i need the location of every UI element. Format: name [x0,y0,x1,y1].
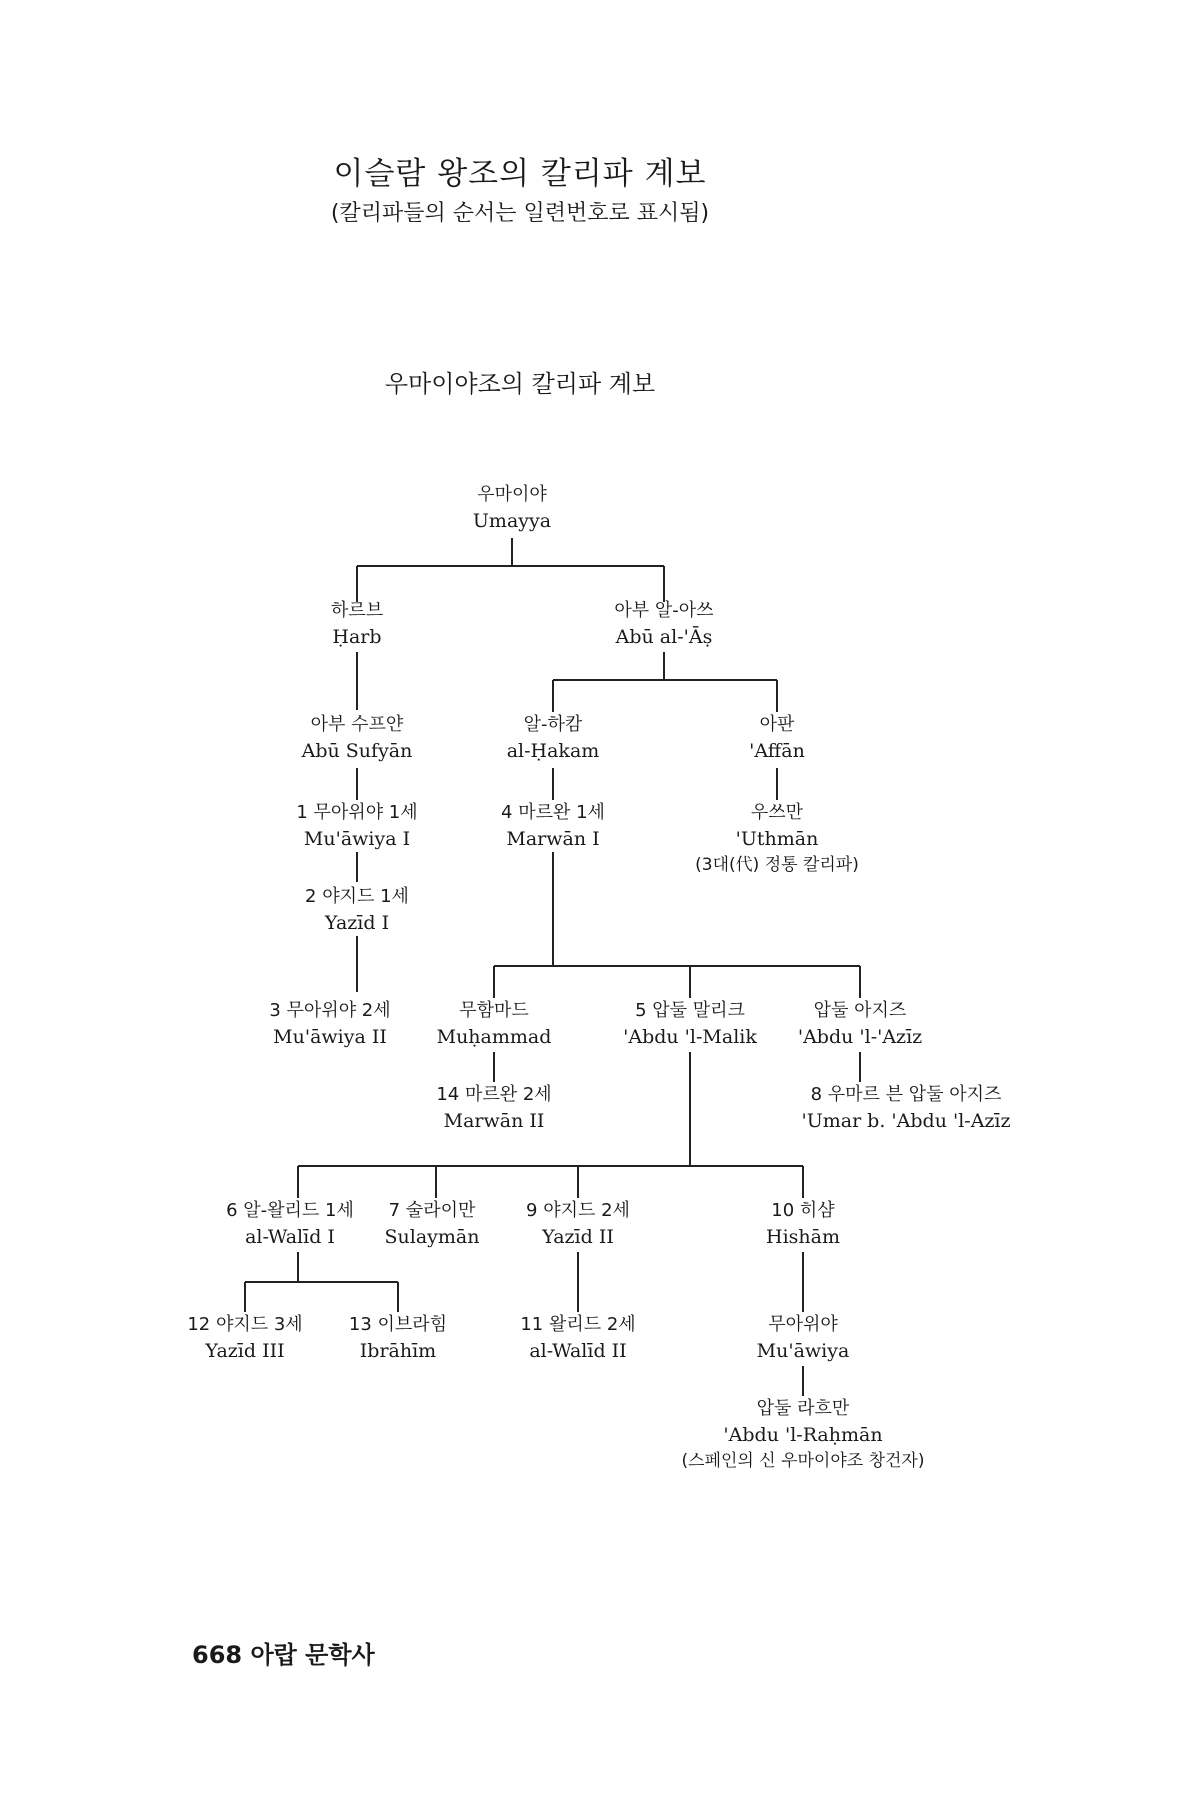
node-abu-al-as [614,598,713,650]
node-korean-name: 우마이야 [477,484,547,505]
node-korean-name: 11 왈리드 2세 [520,1314,636,1335]
node-korean-name: 12 야지드 3세 [187,1314,303,1335]
node-romanized-name: Mu'āwiya II [273,1026,387,1048]
node-romanized-name: Ḥarb [332,626,382,648]
node-abu-sufyan [302,712,413,764]
node-umayya [473,482,551,534]
node-romanized-name: 'Affān [749,740,805,762]
node-al-walid-i [226,1198,354,1250]
node-romanized-name: 'Abdu 'l-Raḥmān [723,1424,883,1446]
node-yazid-iii [187,1312,302,1364]
node-umar-ii [801,1082,1010,1134]
node-romanized-name: al-Walīd II [529,1340,627,1362]
node-romanized-name: Hishām [766,1226,840,1248]
node-harb [331,598,383,650]
node-korean-name: 1 무아위야 1세 [296,802,418,823]
node-muawiya-ii [269,998,390,1050]
node-romanized-name: Muḥammad [436,1026,552,1048]
node-yazid-ii [526,1198,630,1250]
node-marwan-ii [436,1082,551,1134]
node-sulayman [385,1198,480,1250]
node-romanized-name: 'Umar b. 'Abdu 'l-Azīz [801,1110,1011,1132]
node-romanized-name: al-Ḥakam [506,740,600,762]
node-abdu-l-rahman [682,1396,925,1474]
node-korean-name: 우쓰만 [750,802,804,823]
node-korean-name: 10 히샴 [771,1200,835,1221]
node-romanized-name: 'Uthmān [735,828,819,850]
node-korean-name: 압둘 아지즈 [813,1000,907,1021]
node-korean-name: 5 압둘 말리크 [635,1000,745,1021]
node-korean-name: 아판 [759,714,795,735]
node-affan [749,712,805,764]
node-korean-name: 무함마드 [459,1000,529,1021]
node-romanized-name: Mu'āwiya [756,1340,850,1362]
node-ibrahim [349,1312,447,1364]
node-korean-name: 압둘 라흐만 [756,1398,850,1419]
node-romanized-name: Abū al-'Āṣ [615,626,713,648]
node-hisham [766,1198,840,1250]
node-korean-name: 2 야지드 1세 [305,886,409,907]
node-romanized-name: Umayya [472,510,552,532]
node-romanized-name: Marwān II [443,1110,545,1132]
node-muhammad [437,998,552,1050]
node-note: (스페인의 신 우마이야조 창건자) [681,1451,925,1471]
node-al-walid-ii [520,1312,635,1364]
page-subtitle: (칼리파들의 순서는 일련번호로 표시됨) [330,201,710,226]
node-abdu-l-aziz [798,998,922,1050]
node-romanized-name: Abū Sufyān [301,740,413,762]
node-korean-name: 9 야지드 2세 [526,1200,630,1221]
node-marwan-i [501,800,605,852]
node-muawiya-son-of-hisham [757,1312,850,1364]
node-uthman [695,800,859,878]
node-romanized-name: Yazīd III [205,1340,285,1362]
node-romanized-name: Marwān I [506,828,600,850]
section-title: 우마이야조의 칼리파 계보 [384,370,656,398]
node-yazid-i [305,884,409,936]
node-korean-name: 하르브 [330,600,384,621]
node-romanized-name: Mu'āwiya I [303,828,411,850]
page-title: 이슬람 왕조의 칼리파 계보 [333,156,707,192]
node-korean-name: 8 우마르 븐 압둘 아지즈 [810,1084,1002,1105]
node-korean-name: 아부 수프얀 [310,714,404,735]
node-romanized-name: 'Abdu 'l-'Azīz [797,1026,923,1048]
node-korean-name: 6 알-왈리드 1세 [226,1200,354,1221]
node-romanized-name: Ibrāhīm [359,1340,437,1362]
node-romanized-name: Yazīd I [324,912,390,934]
node-korean-name: 알-하캄 [523,714,583,735]
node-al-hakam [507,712,600,764]
node-romanized-name: Yazīd II [542,1226,614,1248]
node-korean-name: 14 마르완 2세 [436,1084,552,1105]
node-korean-name: 3 무아위야 2세 [269,1000,391,1021]
node-korean-name: 아부 알-아쓰 [614,600,714,621]
page-footer: 668 아랍 문학사 [192,1641,375,1669]
node-romanized-name: Sulaymān [384,1226,480,1248]
node-muawiya-i [296,800,417,852]
node-korean-name: 13 이브라힘 [348,1314,448,1335]
node-romanized-name: 'Abdu 'l-Malik [623,1026,757,1048]
node-abdu-l-malik [623,998,757,1050]
node-korean-name: 4 마르완 1세 [501,802,605,823]
node-korean-name: 7 술라이만 [388,1200,476,1221]
node-romanized-name: al-Walīd I [245,1226,335,1248]
node-korean-name: 무아위야 [768,1314,838,1335]
node-note: (3대(代) 정통 칼리파) [695,855,859,875]
